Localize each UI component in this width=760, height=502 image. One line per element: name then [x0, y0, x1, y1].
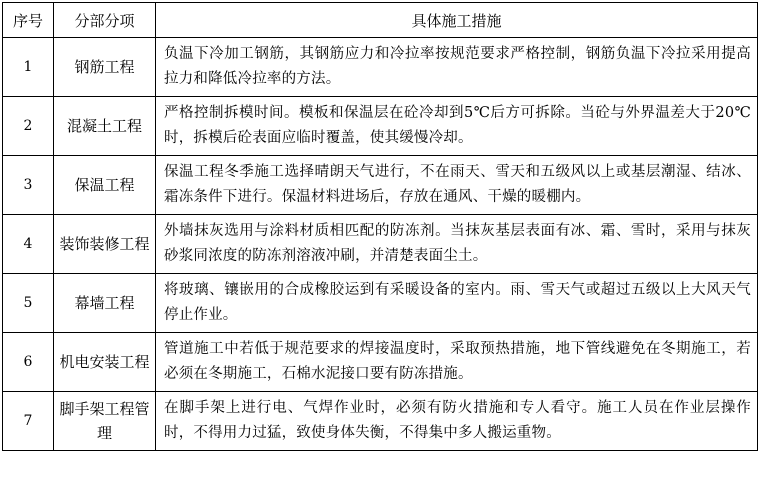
row-category: 机电安装工程: [54, 333, 156, 392]
row-measures: 在脚手架上进行电、气焊作业时，必须有防火措施和专人看守。施工人员在作业层操作时，不得用力过猛，致使身体失衡，不得集中多人搬运重物。: [156, 392, 758, 451]
header-row: [3, 3, 758, 38]
row-measures: 保温工程冬季施工选择晴朗天气进行，不在雨天、雪天和五级风以上或基层潮湿、结冰、霜冻条件下进行。保温材料进场后，存放在通风、干燥的暖棚内。: [156, 156, 758, 215]
row-measures: 负温下冷加工钢筋，其钢筋应力和冷拉率按规范要求严格控制，钢筋负温下冷拉采用提高拉力和降低冷拉率的方法。: [156, 38, 758, 97]
table-row: [3, 156, 758, 215]
row-category: 装饰装修工程: [54, 215, 156, 274]
table-row: [3, 392, 758, 451]
row-measures: 将玻璃、镶嵌用的合成橡胶运到有采暖设备的室内。雨、雪天气或超过五级以上大风天气停止作业。: [156, 274, 758, 333]
row-category: 脚手架工程管理: [54, 392, 156, 451]
row-measures: 外墙抹灰选用与涂料材质相匹配的防冻剂。当抹灰基层表面有冰、霜、雪时，采用与抹灰砂浆同浓度的防冻剂溶液冲刷，并清楚表面尘土。: [156, 215, 758, 274]
table-row: [3, 274, 758, 333]
table-row: [3, 333, 758, 392]
row-index: 6: [3, 333, 54, 392]
row-category: 混凝土工程: [54, 97, 156, 156]
header-measures: 具体施工措施: [156, 3, 758, 38]
row-index: 7: [3, 392, 54, 451]
row-measures: 管道施工中若低于规范要求的焊接温度时，采取预热措施，地下管线避免在冬期施工，若必须在冬期施工，石棉水泥接口要有防冻措施。: [156, 333, 758, 392]
table-row: [3, 38, 758, 97]
row-category: 钢筋工程: [54, 38, 156, 97]
table-row: [3, 97, 758, 156]
row-measures: 严格控制拆模时间。模板和保温层在砼冷却到5℃后方可拆除。当砼与外界温差大于20℃时，拆模后砼表面应临时覆盖，使其缓慢冷却。: [156, 97, 758, 156]
row-index: 5: [3, 274, 54, 333]
header-category: 分部分项: [54, 3, 156, 38]
winter-construction-measures-table: [2, 2, 758, 451]
row-category: 幕墙工程: [54, 274, 156, 333]
row-index: 3: [3, 156, 54, 215]
row-category: 保温工程: [54, 156, 156, 215]
row-index: 2: [3, 97, 54, 156]
row-index: 1: [3, 38, 54, 97]
header-index: 序号: [3, 3, 54, 38]
table-row: [3, 215, 758, 274]
row-index: 4: [3, 215, 54, 274]
